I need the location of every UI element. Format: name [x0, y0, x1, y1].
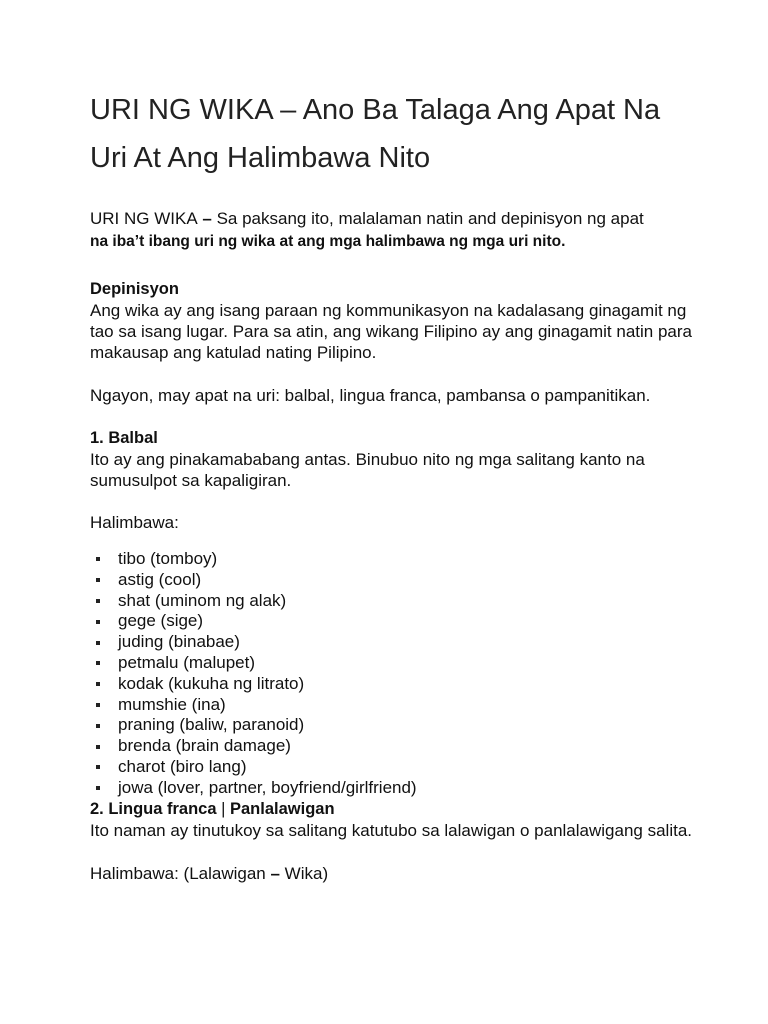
- bullet-icon: [96, 661, 100, 665]
- balbal-halimbawa-label: Halimbawa:: [90, 513, 179, 532]
- list-item: petmalu (malupet): [90, 653, 708, 674]
- list-item: tibo (tomboy): [90, 549, 708, 570]
- title-line-1: URI NG WIKA – Ano Ba Talaga Ang Apat Na: [90, 94, 661, 126]
- bullet-icon: [96, 620, 100, 624]
- balbal-examples-list: [90, 549, 708, 799]
- bullet-icon: [96, 724, 100, 728]
- balbal-section: [90, 428, 708, 799]
- depinisyon-heading: Depinisyon: [90, 280, 179, 298]
- intro-bold-tail: na iba’t ibang uri ng wika at ang mga halimbawa ng mga uri nito.: [90, 233, 566, 250]
- intro-rest: Sa paksang ito, malalaman natin and depinisyon ng apat: [211, 209, 644, 228]
- list-item: astig (cool): [90, 570, 708, 591]
- list-item: brenda (brain damage): [90, 736, 708, 757]
- title-line-2: Uri At Ang Halimbawa Nito: [90, 142, 431, 174]
- list-item: juding (binabae): [90, 632, 708, 653]
- depinisyon-section: [90, 279, 708, 363]
- bullet-icon: [96, 557, 100, 561]
- bullet-icon: [96, 599, 100, 603]
- ngayon-paragraph: Ngayon, may apat na uri: balbal, lingua franca, pambansa o pampanitikan.: [90, 386, 651, 405]
- list-item: mumshie (ina): [90, 695, 708, 716]
- document-title: [90, 86, 708, 182]
- list-item: charot (biro lang): [90, 757, 708, 778]
- list-item: kodak (kukuha ng litrato): [90, 674, 708, 695]
- list-item: praning (baliw, paranoid): [90, 715, 708, 736]
- bullet-icon: [96, 682, 100, 686]
- bullet-icon: [96, 641, 100, 645]
- balbal-heading: 1. Balbal: [90, 429, 158, 447]
- lingua-franca-halimbawa: Halimbawa: (Lalawigan – Wika): [90, 863, 329, 883]
- intro-lead: URI NG WIKA: [90, 209, 198, 228]
- list-item: shat (uminom ng alak): [90, 591, 708, 612]
- lingua-franca-heading: 2. Lingua franca | Panlalawigan: [90, 799, 335, 818]
- balbal-text: Ito ay ang pinakamababang antas. Binubuo nito ng mga salitang kanto na sumusulpot sa kapaligiran.: [90, 450, 645, 490]
- lingua-franca-text: Ito naman ay tinutukoy sa salitang katutubo sa lalawigan o panlalawigang salita.: [90, 820, 692, 840]
- depinisyon-text: Ang wika ay ang isang paraan ng kommunikasyon na kadalasang ginagamit ng tao sa isang lugar. Para sa atin, ang wikang Filipino ay ang ginagamit natin para makausap ang katulad nating Pilipino.: [90, 301, 692, 362]
- list-item: gege (sige): [90, 611, 708, 632]
- list-item: jowa (lover, partner, boyfriend/girlfriend): [90, 778, 708, 799]
- bullet-icon: [96, 765, 100, 769]
- lingua-franca-section: [90, 799, 708, 884]
- bullet-icon: [96, 786, 100, 790]
- bullet-icon: [96, 745, 100, 749]
- bullet-icon: [96, 703, 100, 707]
- intro-dash: –: [197, 209, 212, 228]
- bullet-icon: [96, 578, 100, 582]
- intro-paragraph: [90, 208, 708, 253]
